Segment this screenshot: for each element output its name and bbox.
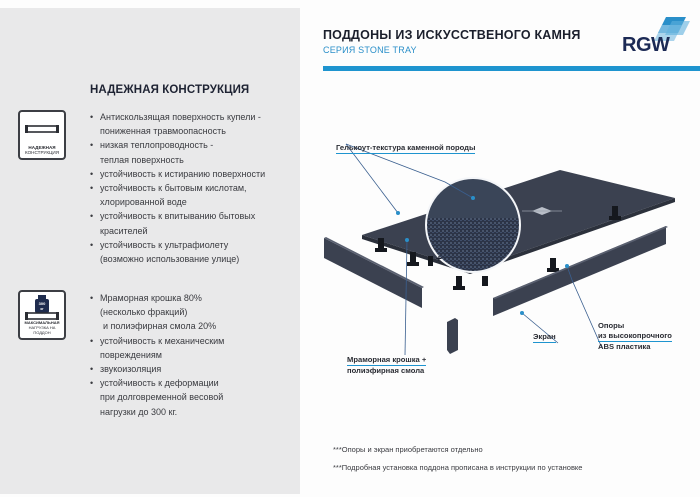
page-subtitle: СЕРИЯ STONE TRAY (323, 45, 417, 55)
list-item: • звукоизоляция (90, 362, 224, 376)
list-item: • Антискользящая поверхность купели - пониженная травмоопасность (90, 110, 265, 138)
screen-label: Экран (533, 332, 556, 341)
svg-text:300: 300 (38, 301, 46, 306)
footnote-2: ***Подробная установка поддона прописана в инструкции по установке (333, 463, 583, 472)
construction-features-list (90, 110, 265, 266)
list-item: • устойчивость к бытовым кислотам, хлорированной воде (90, 181, 265, 209)
supports-label: Опоры из высокопрочного ABS пластика (598, 321, 672, 351)
icon-caption: НАДЕЖНАЯ КОНСТРУКЦИЯ (24, 145, 60, 155)
header-accent-bar (323, 66, 700, 71)
marble-label: Мраморная крошка + полиэфирная смола (347, 355, 427, 375)
list-item: • Мраморная крошка 80% (несколько фракций) и полиэфирная смола 20% (90, 291, 224, 334)
list-item: • устойчивость к деформации при долговременной весовой нагрузки до 300 кг. (90, 376, 224, 419)
section-title: НАДЕЖНАЯ КОНСТРУКЦИЯ (90, 84, 250, 96)
list-item: • устойчивость к истиранию поверхности (90, 167, 265, 181)
plus-sign: + (436, 254, 442, 265)
list-item: • низкая теплопроводность - теплая поверхность (90, 138, 265, 166)
list-item: • устойчивость к ультрафиолету (возможно использование улице) (90, 238, 265, 266)
beam-icon (20, 116, 64, 146)
max-load-icon (18, 290, 66, 340)
list-item: • устойчивость к впитыванию бытовых красителей (90, 209, 265, 237)
material-features-list (90, 291, 224, 419)
gelcoat-label: Гелькоут-текстура каменной породы (336, 143, 476, 152)
icon-caption: МАКСИМАЛЬНАЯ НАГРУЗКА НА ПОДДОН (24, 320, 60, 335)
brand-logo: RGW (622, 15, 692, 57)
page-title: ПОДДОНЫ ИЗ ИСКУССТВЕНОГО КАМНЯ (323, 28, 581, 42)
reliable-construction-icon (18, 110, 66, 160)
footnote-1: ***Опоры и экран приобретаются отдельно (333, 445, 483, 454)
list-item: • устойчивость к механическим повреждениям (90, 334, 224, 362)
svg-text:кг: кг (40, 307, 44, 311)
